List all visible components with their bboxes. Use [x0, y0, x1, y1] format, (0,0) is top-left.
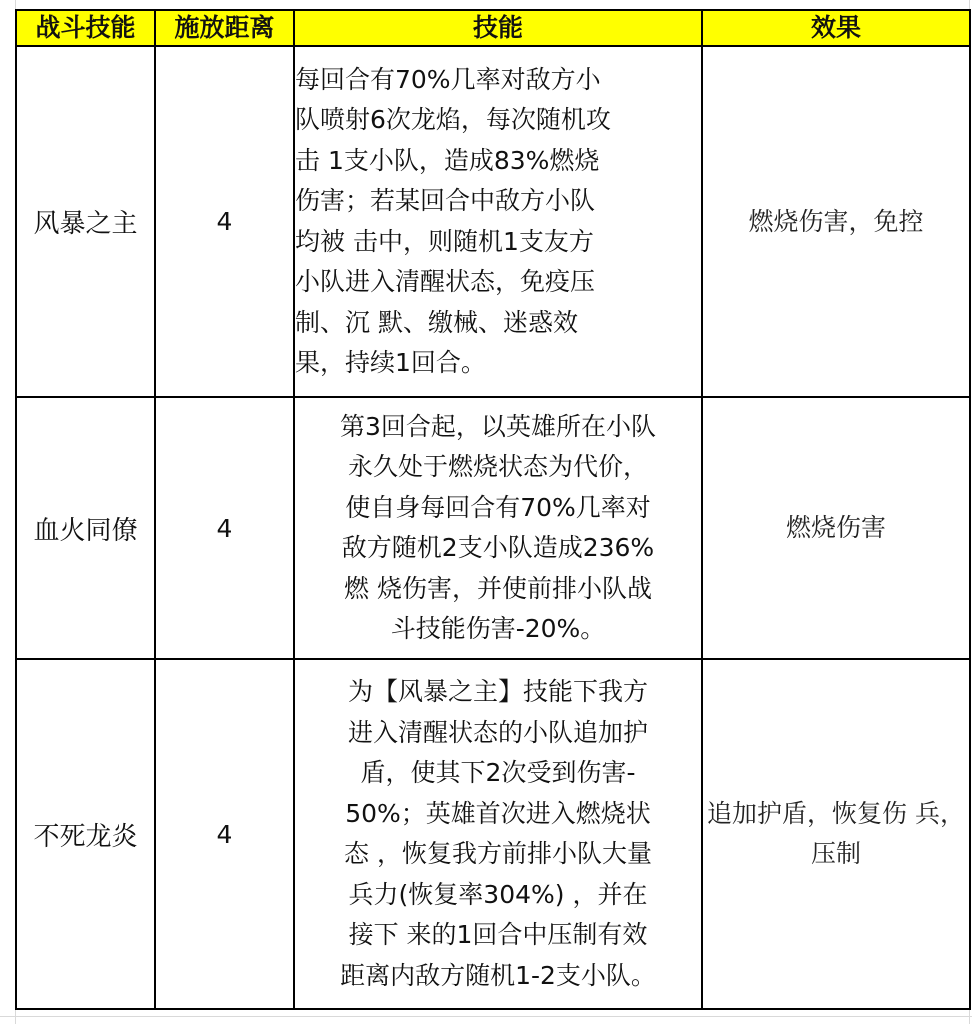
table-row — [16, 397, 970, 659]
effect-line: 燃烧伤害，免控 — [748, 206, 924, 236]
description-line: 伤害；若某回合中敌方小队 — [295, 186, 596, 215]
description-line: 队喷射6次龙焰，每次随机攻 — [295, 105, 611, 134]
skill-effect — [702, 397, 970, 659]
description-line: 距离内敌方随机1-2支小队。 — [340, 960, 656, 990]
skill-description — [294, 397, 702, 659]
description-line: 为【风暴之主】技能下我方 — [347, 677, 648, 706]
description-line: 制、沉 默、缴械、迷惑效 — [295, 307, 578, 337]
skill-distance: 4 — [155, 659, 294, 1009]
description-line: 接下 来的1回合中压制有效 — [348, 920, 648, 949]
effect-line: 追加护盾，恢复伤 — [707, 799, 908, 828]
header-skill: 技能 — [294, 10, 702, 46]
skill-distance: 4 — [155, 46, 294, 397]
header-effect: 效果 — [702, 10, 970, 46]
description-line: 果，持续1回合。 — [295, 348, 486, 377]
skill-name: 不死龙炎 — [16, 659, 155, 1009]
description-line: 第3回合起，以英雄所在小队 — [340, 411, 656, 441]
skills-table — [15, 9, 971, 1010]
description-line: 兵力(恢复率304%) ，并在 — [348, 879, 648, 909]
effect-line: 兵，压制 — [810, 799, 965, 868]
description-line: 斗技能伤害-20%。 — [390, 614, 606, 643]
description-line: 盾，使其下2次受到伤害- — [360, 758, 636, 787]
description-line: 进入清醒状态的小队追加护 — [347, 717, 648, 747]
description-line: 敌方随机2支小队造成236% — [341, 533, 655, 562]
skill-description — [294, 46, 702, 397]
description-line: 燃 烧伤害，并使前排小队战 — [344, 573, 652, 603]
header-distance: 施放距离 — [155, 10, 294, 46]
description-line: 均被 击中，则随机1支友方 — [295, 226, 594, 256]
description-line: 击 1支小队，造成83%燃烧 — [295, 145, 600, 175]
description-line: 50%；英雄首次进入燃烧状 — [345, 798, 651, 828]
description-line: 态 ，恢复我方前排小队大量 — [344, 839, 652, 868]
description-line: 小队进入清醒状态，免疫压 — [295, 267, 596, 296]
skill-name: 风暴之主 — [16, 46, 155, 397]
table-row — [16, 46, 970, 397]
description-line: 永久处于燃烧状态为代价， — [347, 452, 648, 481]
effect-line: 燃烧伤害 — [785, 513, 886, 542]
skill-effect — [702, 659, 970, 1009]
header-skill-type: 战斗技能 — [16, 10, 155, 46]
description-line: 使自身每回合有70%几率对 — [345, 492, 651, 522]
skill-name: 血火同僚 — [16, 397, 155, 659]
table-row — [16, 659, 970, 1009]
skill-description — [294, 659, 702, 1009]
skill-distance: 4 — [155, 397, 294, 659]
header-row — [16, 10, 970, 46]
skill-effect — [702, 46, 970, 397]
gridline — [0, 1016, 972, 1017]
description-line: 每回合有70%几率对敌方小 — [295, 64, 601, 94]
